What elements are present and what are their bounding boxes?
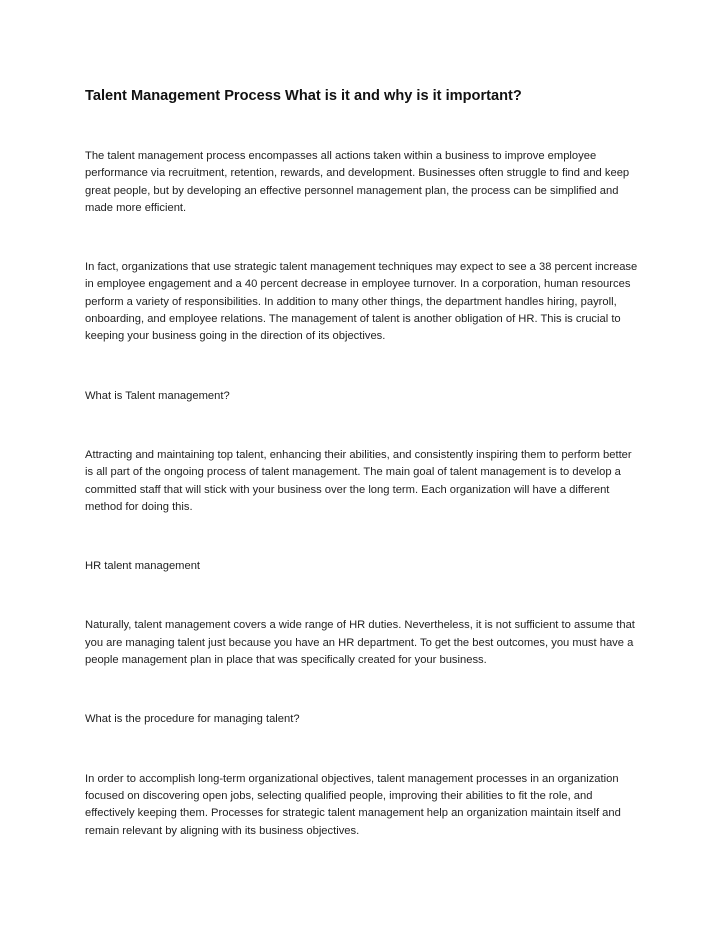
document-body	[85, 86, 641, 882]
paragraph-hr-duties: Naturally, talent management covers a wide range of HR duties. Nevertheless, it is not sufficient to assume that you are managing talent just because you have an HR department. To get the best outcomes, you must have a people management plan in place that was specifically created for your business.	[85, 619, 635, 667]
section-heading-procedure: What is the procedure for managing talent?	[85, 713, 300, 726]
section-heading-hr-talent-management: HR talent management	[85, 560, 201, 573]
paragraph-procedure: In order to accomplish long-term organizational objectives, talent management processes in an organization focused on discovering open jobs, selecting qualified people, improving their abilities to fit the role, and effectively keeping them. Processes for strategic talent management help an organization maintain itself and remain relevant by aligning with its business objectives.	[85, 772, 621, 837]
section-heading-what-is-talent-management: What is Talent management?	[85, 389, 230, 402]
paragraph-intro: The talent management process encompasses all actions taken within a business to improve employee performance via recruitment, retention, rewards, and development. Businesses often struggle to find and keep great people, but by developing an effective personnel management plan, the process can be simplified and made more efficient.	[85, 150, 630, 214]
paragraph-definition: Attracting and maintaining top talent, enhancing their abilities, and consistently inspiring them to perform better is all part of the ongoing process of talent management. The main goal of talent management is to develop a committed staff that will stick with your business over the long term. Each organization will have a different method for doing this.	[85, 448, 632, 513]
document-title: Talent Management Process What is it and why is it important?	[85, 88, 522, 104]
paragraph-hr-role: In fact, organizations that use strategic talent management techniques may expect to see a 38 percent increase in employee engagement and a 40 percent decrease in employee turnover. In a corporation, human resources perform a variety of responsibilities. In addition to many other things, the department handles hiring, payroll, onboarding, and employee relations. The management of talent is another obligation of HR. This is crucial to keeping your business going in the direction of its objectives.	[85, 261, 638, 343]
